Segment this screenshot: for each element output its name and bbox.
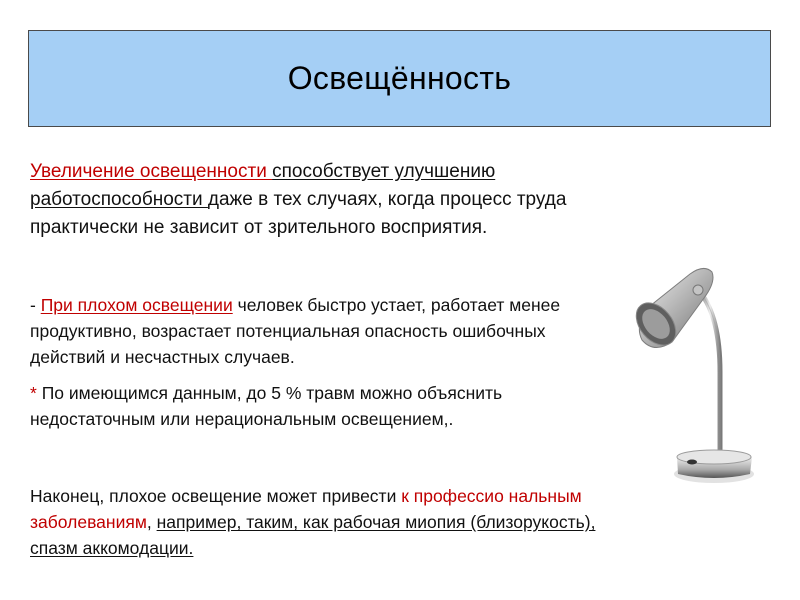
highlight-illumination-increase: Увеличение освещенности <box>30 161 273 182</box>
page-title: Освещённость <box>287 60 512 96</box>
highlight-poor-lighting: При плохом освещении <box>40 295 233 315</box>
paragraph3-rest: По имеющимся данным, до 5 % травм можно объяснить недостаточным или нерациональным освещением,. <box>30 383 503 429</box>
underlined-performance-improvement: способствует улучшению работоспособности <box>30 161 496 210</box>
paragraph-injury-statistics <box>30 380 600 432</box>
paragraph-illumination-increase <box>30 158 630 242</box>
highlight-occupational-diseases: к профессио нальным заболеваниям <box>30 486 582 532</box>
desk-lamp-image <box>632 262 757 484</box>
list-dash: - <box>30 295 41 315</box>
underlined-examples: например, таким, как рабочая миопия (близорукость), спазм аккомодации. <box>30 512 596 558</box>
title-banner <box>28 30 771 127</box>
paragraph4-comma: , <box>146 512 157 532</box>
paragraph2-rest: человек быстро устает, работает менее продуктивно, возрастает потенциальная опасность ошибочных действий и несчастных случаев. <box>30 295 561 367</box>
asterisk-marker: * <box>30 383 42 403</box>
paragraph-poor-lighting <box>30 292 590 370</box>
paragraph-occupational-diseases <box>30 483 630 561</box>
paragraph4-lead: Наконец, плохое освещение может привести <box>30 486 402 506</box>
paragraph1-rest: даже в тех случаях, когда процесс труда практически не зависит от зрительного восприятия. <box>30 189 567 238</box>
